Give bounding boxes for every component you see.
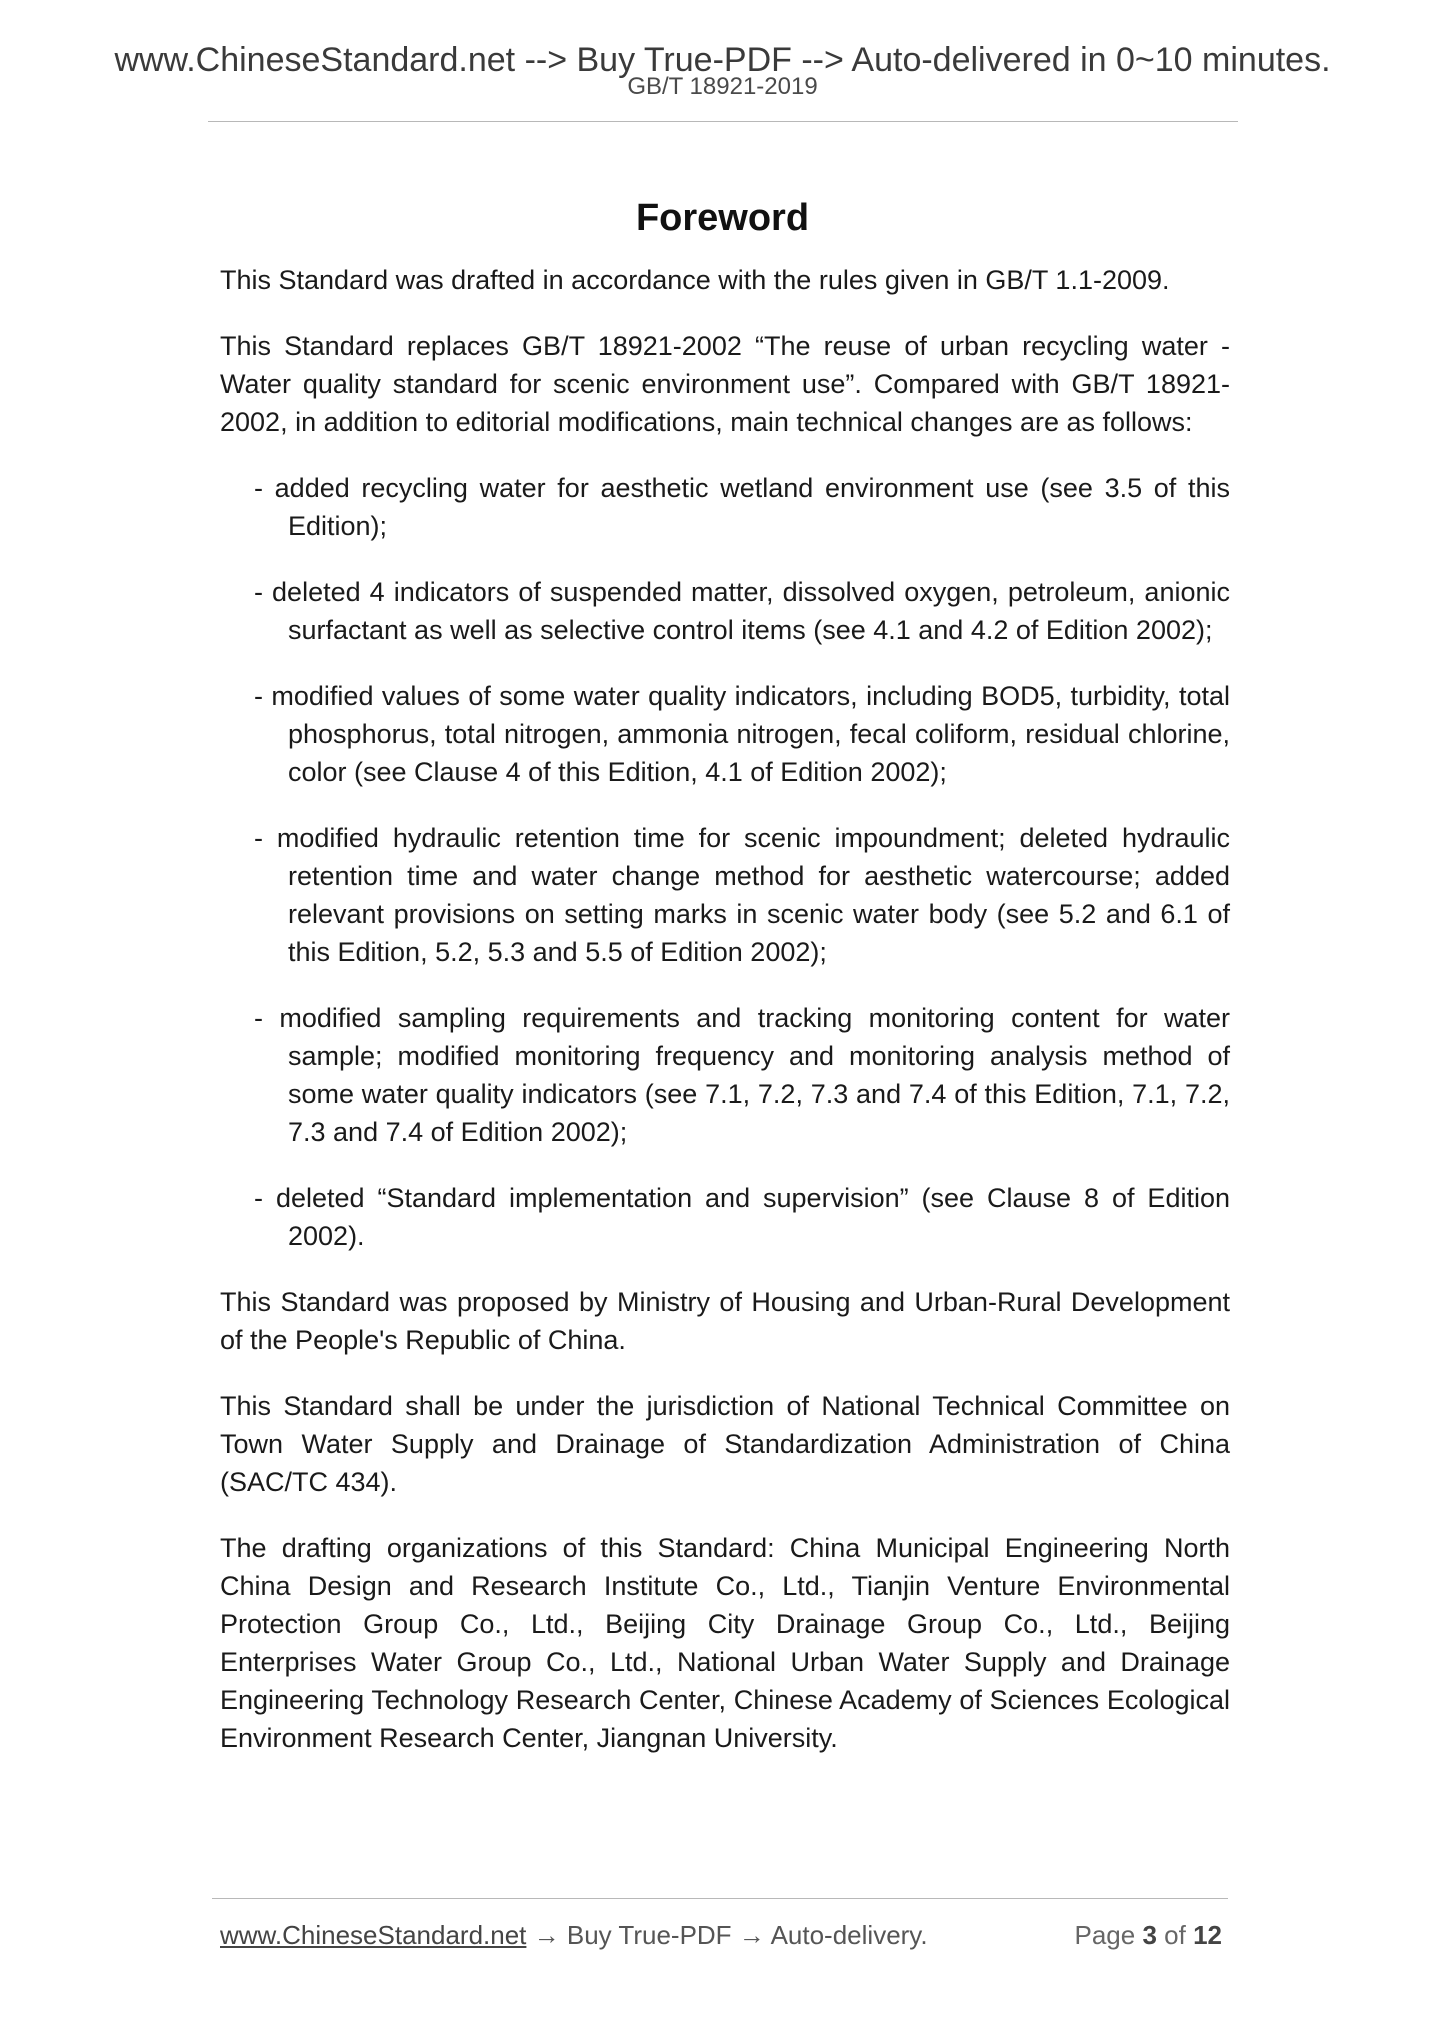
drafting-orgs-paragraph: The drafting organizations of this Standard: China Municipal Engineering North China Design and Research Institute Co., Ltd., Tianjin Venture Environmental Protection Group Co., Ltd., Beijing City Drainage Group Co., Ltd., Beijing Enterprises Water Group Co., Ltd., National Urban Water Supply and Drainage Engineering Technology Research Center, Chinese Academy of Sciences Ecological Environment Research Center, Jiangnan University. (220, 1533, 1230, 1753)
jurisdiction-paragraph: This Standard shall be under the jurisdiction of National Technical Committee on Town Water Supply and Drainage of Standardization Administration of China (SAC/TC 434). (220, 1391, 1230, 1497)
footer-divider (212, 1898, 1228, 1899)
change-list (220, 469, 1230, 1255)
page-number (1074, 1917, 1222, 1953)
replaces-paragraph: This Standard replaces GB/T 18921-2002 “The reuse of urban recycling water - Water quality standard for scenic environment use”. Compared with GB/T 18921-2002, in addition to editorial modifications, main technical changes are as follows: (220, 331, 1230, 437)
page-current: 3 (1142, 1920, 1157, 1950)
standard-code: GB/T 18921-2019 (627, 73, 818, 100)
header-banner: www.ChineseStandard.net --> Buy True-PDF --> Auto-delivered in 0~10 minutes. (114, 41, 1331, 79)
intro-paragraph: This Standard was drafted in accordance with the rules given in GB/T 1.1-2009. (220, 265, 1170, 295)
header-divider (208, 121, 1238, 122)
proposed-by-paragraph: This Standard was proposed by Ministry of Housing and Urban-Rural Development of the People's Republic of China. (220, 1287, 1230, 1355)
website-link[interactable]: www.ChineseStandard.net (220, 1920, 527, 1950)
list-item: - modified values of some water quality indicators, including BOD5, turbidity, total phosphorus, total nitrogen, ammonia nitrogen, fecal coliform, residual chlorine, color (see Clause 4 of this Edition, 4.1 of Edition 2002); (254, 681, 1230, 787)
list-item: - modified hydraulic retention time for scenic impoundment; deleted hydraulic retention time and water change method for aesthetic watercourse; added relevant provisions on setting marks in scenic water body (see 5.2 and 6.1 of this Edition, 5.2, 5.3 and 5.5 of Edition 2002); (254, 823, 1230, 967)
list-item: - deleted 4 indicators of suspended matter, dissolved oxygen, petroleum, anionic surfactant as well as selective control items (see 4.1 and 4.2 of Edition 2002); (254, 577, 1230, 645)
page-label: Page (1074, 1920, 1136, 1950)
page-title: Foreword (635, 197, 810, 240)
page-total: 12 (1193, 1920, 1222, 1950)
list-item: - deleted “Standard implementation and supervision” (see Clause 8 of Edition 2002). (254, 1183, 1230, 1251)
footer-tagline: → Buy True-PDF → Auto-delivery. (526, 1920, 928, 1950)
page-footer (220, 1917, 1230, 1953)
list-item: - added recycling water for aesthetic wetland environment use (see 3.5 of this Edition); (254, 473, 1230, 541)
document-body (220, 261, 1230, 1785)
page-of-label: of (1164, 1920, 1186, 1950)
list-item: - modified sampling requirements and tracking monitoring content for water sample; modified monitoring frequency and monitoring analysis method of some water quality indicators (see 7.1, 7.2, 7.3 and 7.4 of this Edition, 7.1, 7.2, 7.3 and 7.4 of Edition 2002); (254, 1003, 1230, 1147)
